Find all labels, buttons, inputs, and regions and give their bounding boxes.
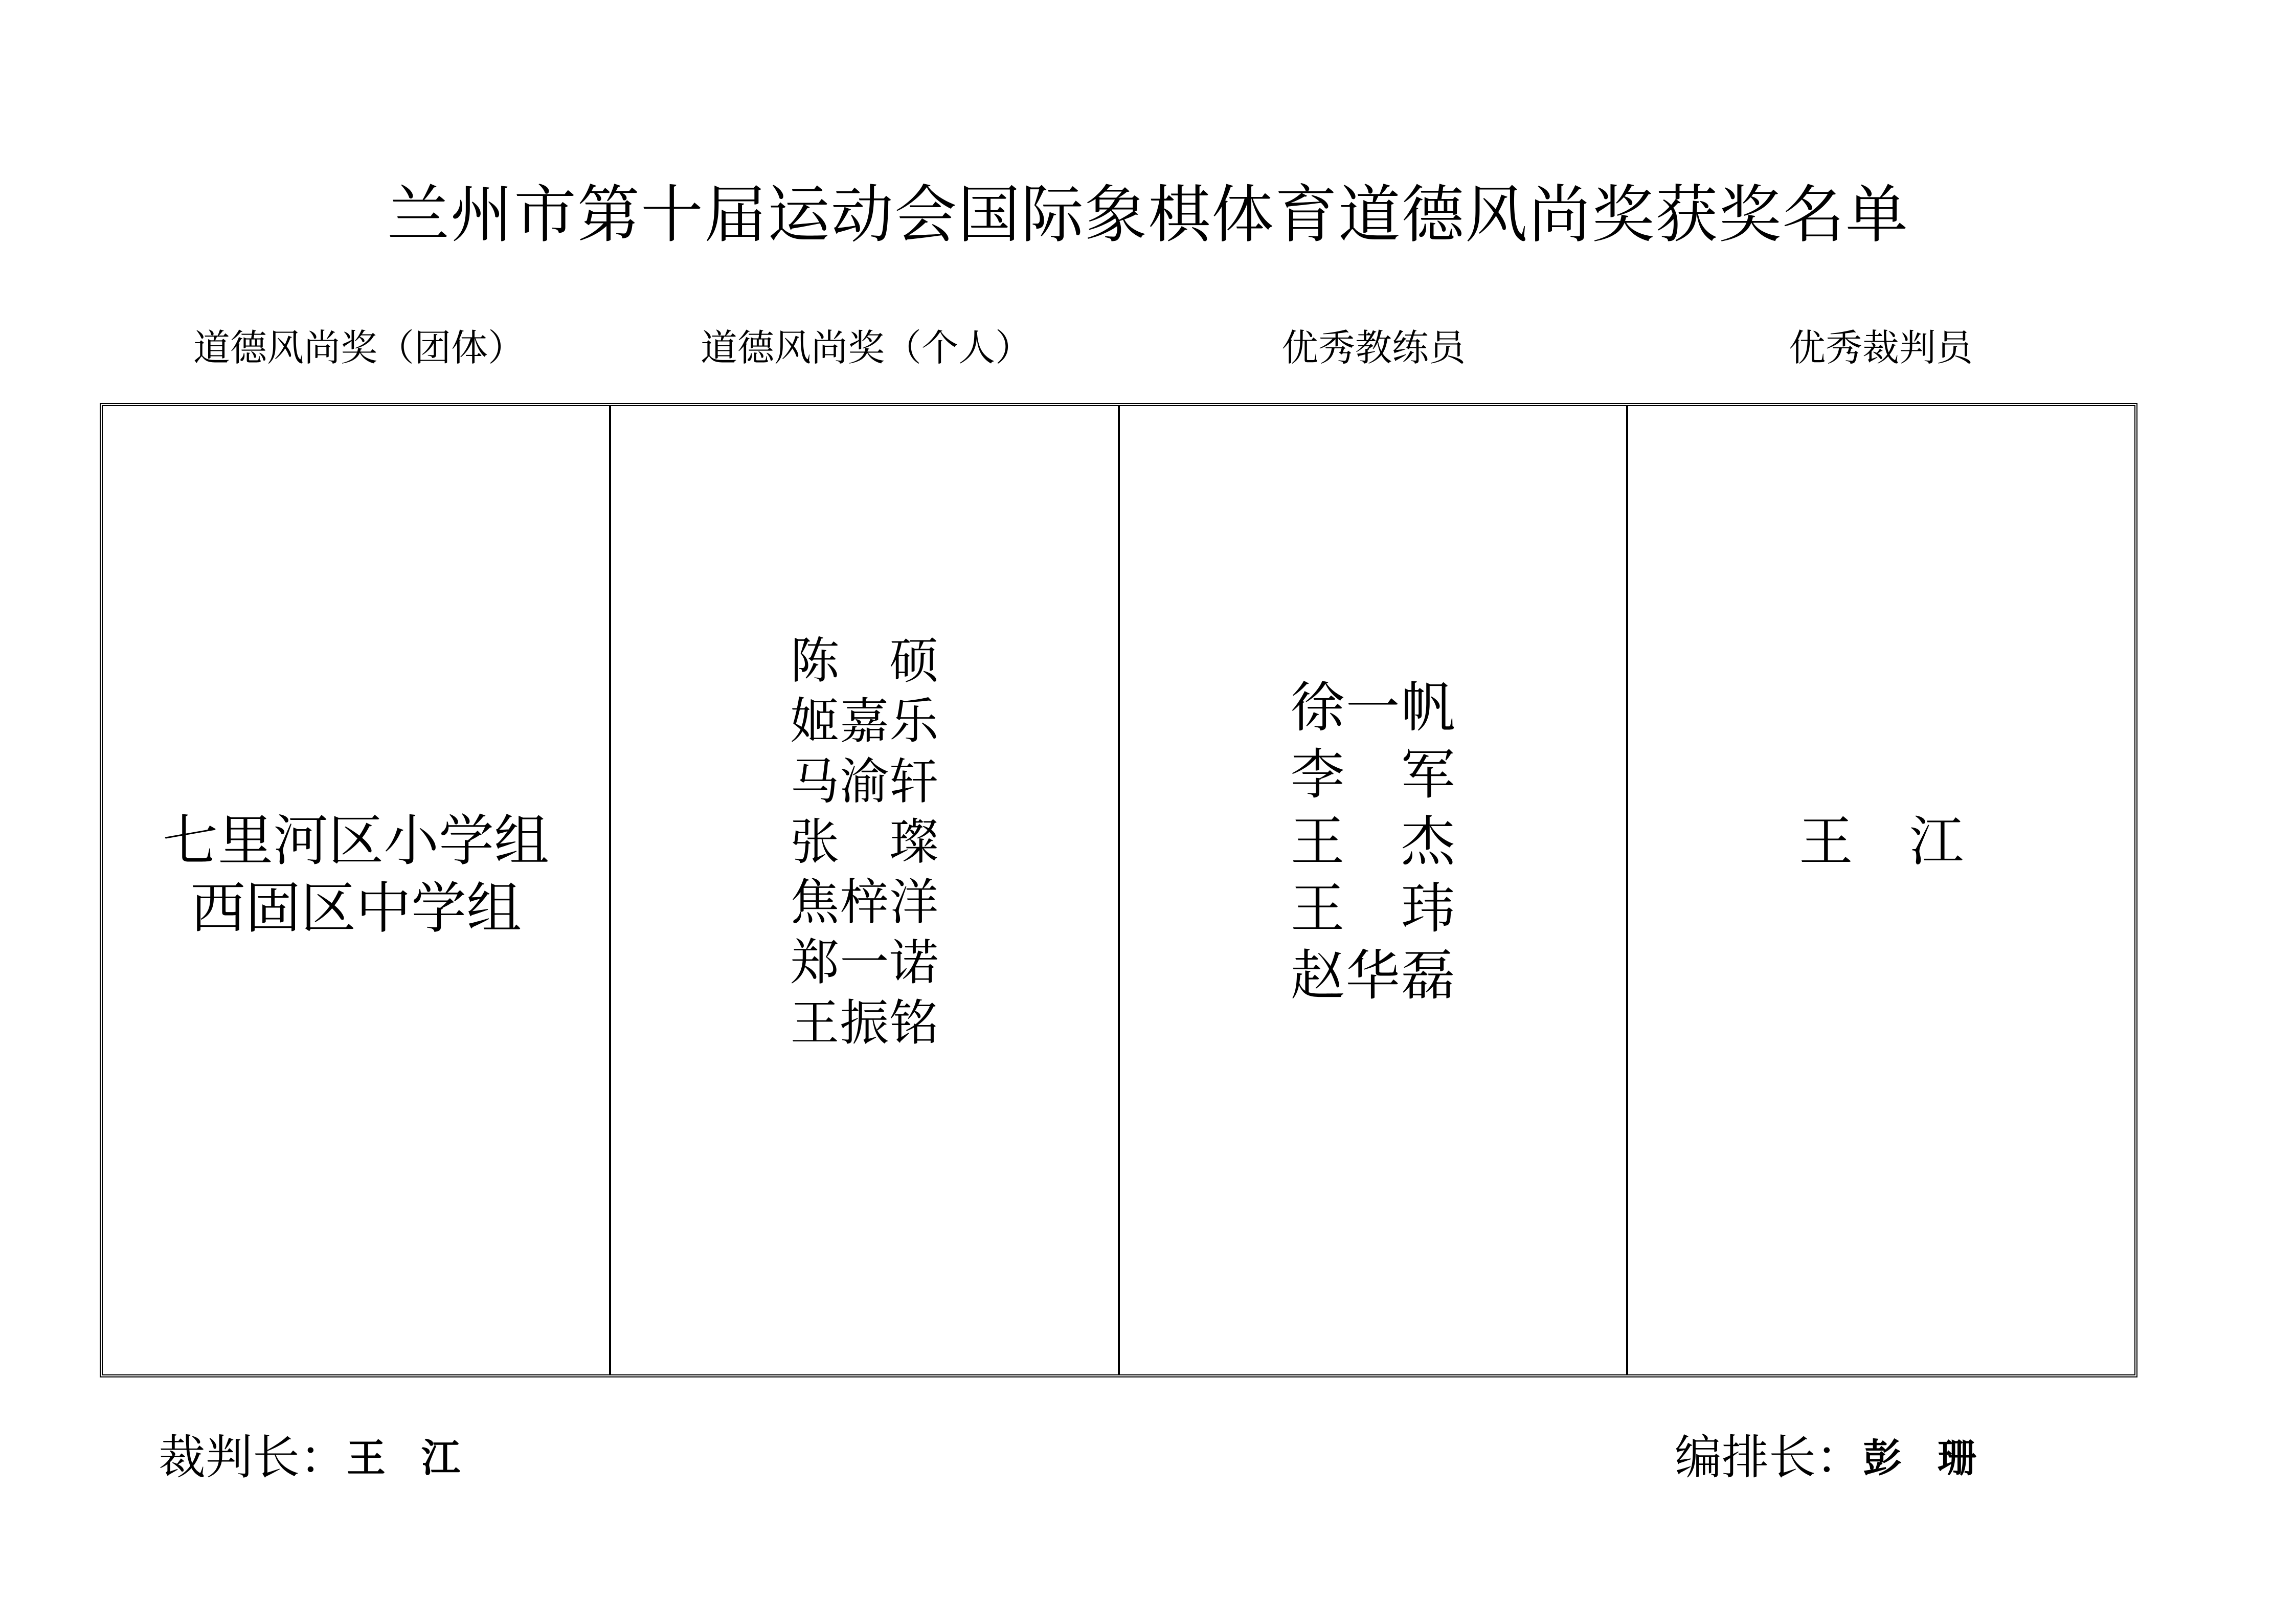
document-title: 兰州市第十届运动会国际象棋体育道德风尚奖获奖名单 xyxy=(387,179,1909,251)
individual-award-cell xyxy=(611,406,1119,1374)
individual-entry: 张 璨 xyxy=(790,813,939,871)
award-table-row xyxy=(103,406,2134,1374)
coach-entry: 王 杰 xyxy=(1290,810,1455,873)
chief-referee-signature xyxy=(159,1427,496,1489)
coach-entry: 王 玮 xyxy=(1290,877,1455,940)
header-team-sportsmanship: 道德风尚奖（团体） xyxy=(193,326,525,369)
referee-entry: 王 江 xyxy=(1798,810,1964,873)
team-award-cell xyxy=(103,406,611,1374)
individual-entry: 郑 一 诺 xyxy=(790,933,939,991)
coach-award-cell xyxy=(1120,406,1628,1374)
team-award-list xyxy=(163,808,549,943)
chief-referee-label: 裁判长： xyxy=(159,1430,347,1485)
individual-award-list xyxy=(790,631,938,1053)
individual-entry: 马 渝 轩 xyxy=(790,752,939,810)
coach-award-list xyxy=(1291,674,1455,1009)
coach-entry: 徐 一 帆 xyxy=(1290,676,1455,739)
individual-entry: 焦 梓 洋 xyxy=(790,873,939,931)
referee-award-list xyxy=(1799,808,1964,875)
individual-entry: 陈 硕 xyxy=(790,632,939,689)
coach-entry: 李 军 xyxy=(1290,743,1455,806)
header-excellent-referee: 优秀裁判员 xyxy=(1788,326,1973,369)
individual-entry: 王 振 铭 xyxy=(790,994,939,1052)
header-excellent-coach: 优秀教练员 xyxy=(1281,326,1466,369)
referee-award-cell xyxy=(1628,406,2134,1374)
coach-entry: 赵 华 磊 xyxy=(1290,944,1455,1007)
individual-entry: 姬 嘉 乐 xyxy=(790,692,939,750)
team-entry: 西固区中学组 xyxy=(190,876,522,941)
scheduler-label: 编排长： xyxy=(1675,1430,1863,1485)
chief-referee-name: 王江 xyxy=(347,1435,497,1481)
scheduler-signature xyxy=(1675,1427,2012,1489)
header-individual-sportsmanship: 道德风尚奖（个人） xyxy=(700,326,1032,369)
scheduler-name: 彭珊 xyxy=(1863,1435,2013,1481)
award-table xyxy=(100,403,2137,1377)
team-entry: 七里河区小学组 xyxy=(163,809,550,873)
